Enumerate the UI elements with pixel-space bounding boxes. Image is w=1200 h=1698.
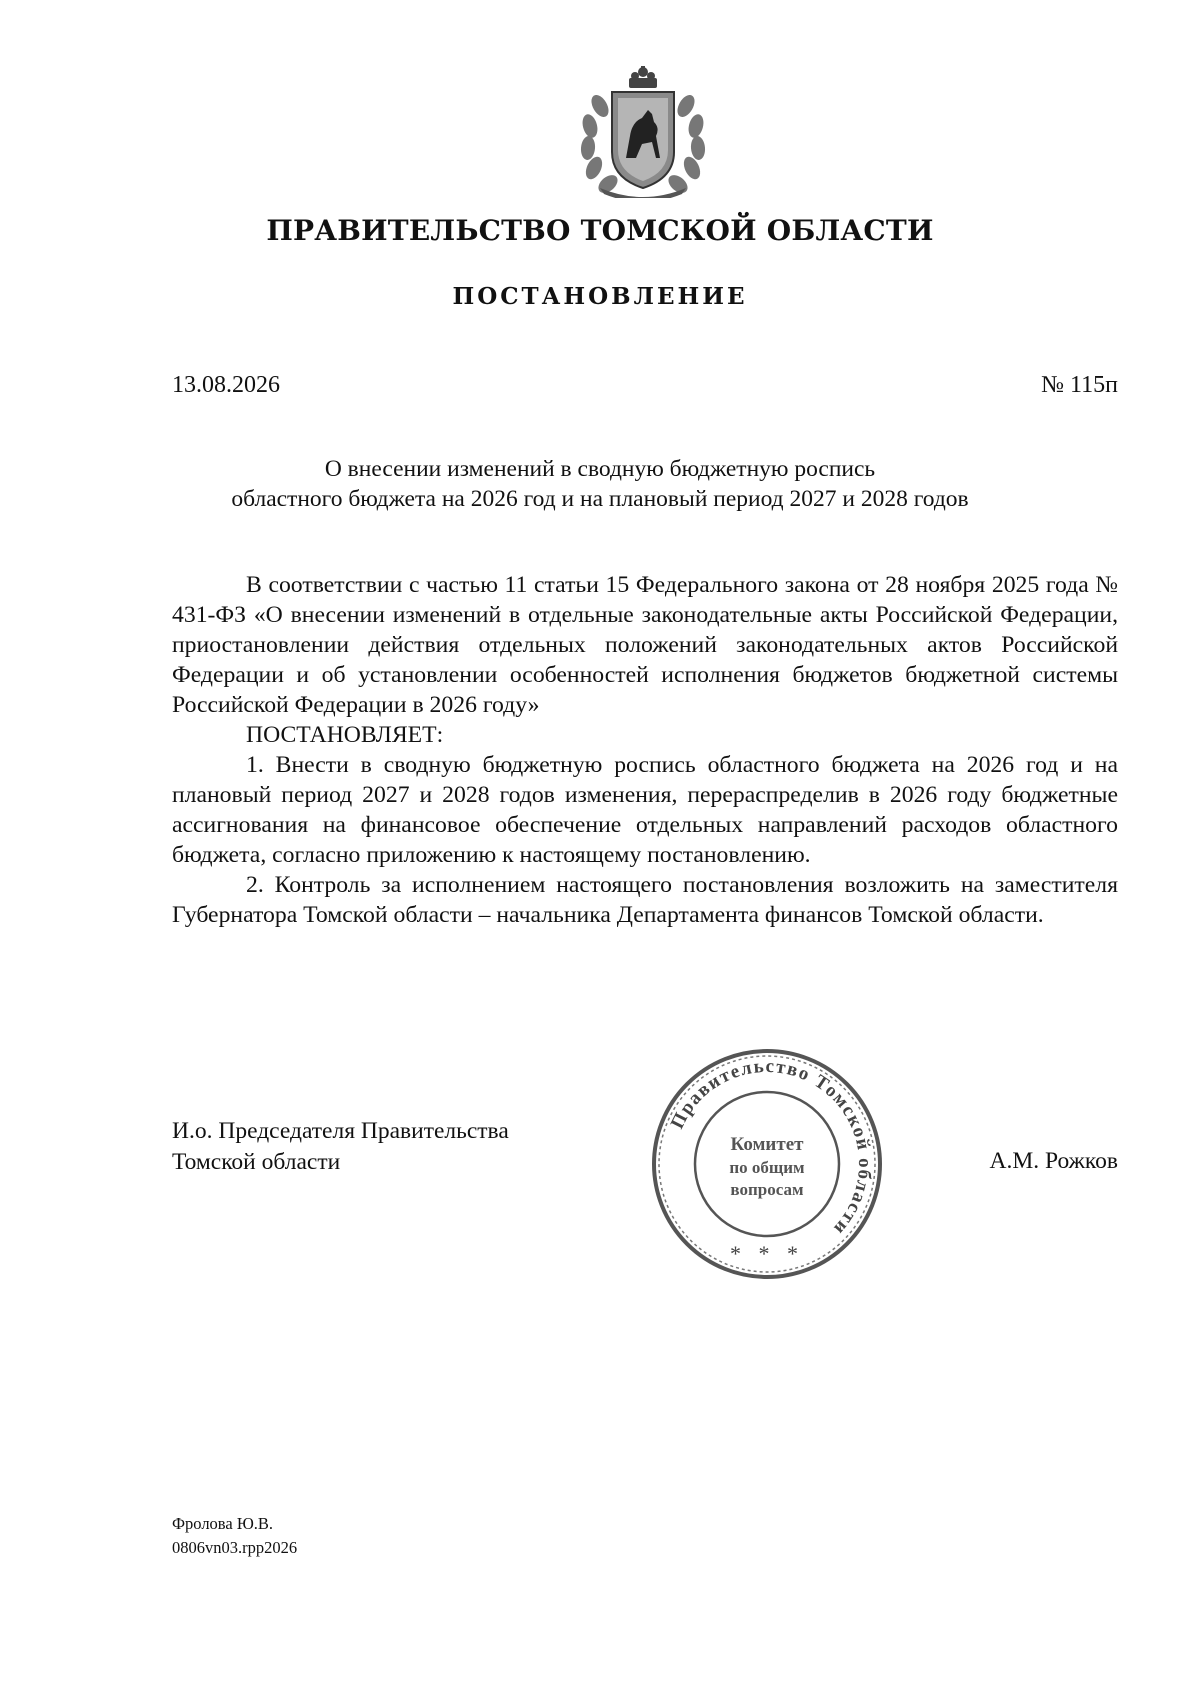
seal-ring-text: Правительство Томской области: [666, 1055, 876, 1240]
signatory-position-line-2: Томской области: [172, 1149, 341, 1175]
seal-center-line-2: по общим: [729, 1158, 805, 1177]
item-1-paragraph: 1. Внести в сводную бюджетную роспись областного бюджета на 2026 год и на плановый период 2027 и 2028 годов изменения, перераспределив в 2026 году бюджетные ассигнования на финансовое обеспечение отдельных направлений расходов областного бюджета, согласно приложению к настоящему постановлению.: [172, 752, 1118, 868]
coat-of-arms-emblem: [560, 66, 726, 198]
document-number: № 115п: [1041, 372, 1118, 398]
seal-stars: * * *: [730, 1241, 804, 1266]
document-type: ПОСТАНОВЛЕНИЕ: [452, 283, 748, 310]
document-footer: [172, 1512, 297, 1560]
executor-name: Фролова Ю.В.: [172, 1514, 274, 1533]
seal-center-line-3: вопросам: [730, 1180, 804, 1199]
document-title: [0, 454, 1200, 514]
signatory-position: [172, 1116, 509, 1178]
signatory-position-line-1: И.о. Председателя Правительства: [172, 1118, 509, 1144]
official-seal-stamp: [650, 1047, 884, 1281]
title-line-2: областного бюджета на 2026 год и на плановый период 2027 и 2028 годов: [231, 486, 969, 512]
organization-name: ПРАВИТЕЛЬСТВО ТОМСКОЙ ОБЛАСТИ: [266, 214, 934, 247]
preamble-paragraph: В соответствии с частью 11 статьи 15 Федерального закона от 28 ноября 2025 года № 431-ФЗ «О внесении изменений в отдельные законодательные акты Российской Федерации, приостановлении действия отдельных положений законодательных актов Российской Федерации и об установлении особенностей исполнения бюджетов бюджетной системы Российской Федерации в 2026 году»: [172, 572, 1118, 718]
file-reference: 0806vn03.rpp2026: [172, 1538, 298, 1557]
document-body: [172, 570, 1118, 930]
item-2-paragraph: 2. Контроль за исполнением настоящего постановления возложить на заместителя Губернатора Томской области – начальника Департамента финансов Томской области.: [172, 872, 1118, 928]
signatory-name: А.М. Рожков: [989, 1148, 1118, 1174]
decree-word: ПОСТАНОВЛЯЕТ:: [246, 722, 444, 748]
document-date: 13.08.2026: [172, 372, 280, 398]
title-line-1: О внесении изменений в сводную бюджетную роспись: [324, 456, 876, 482]
seal-center-line-1: Комитет: [730, 1134, 804, 1155]
